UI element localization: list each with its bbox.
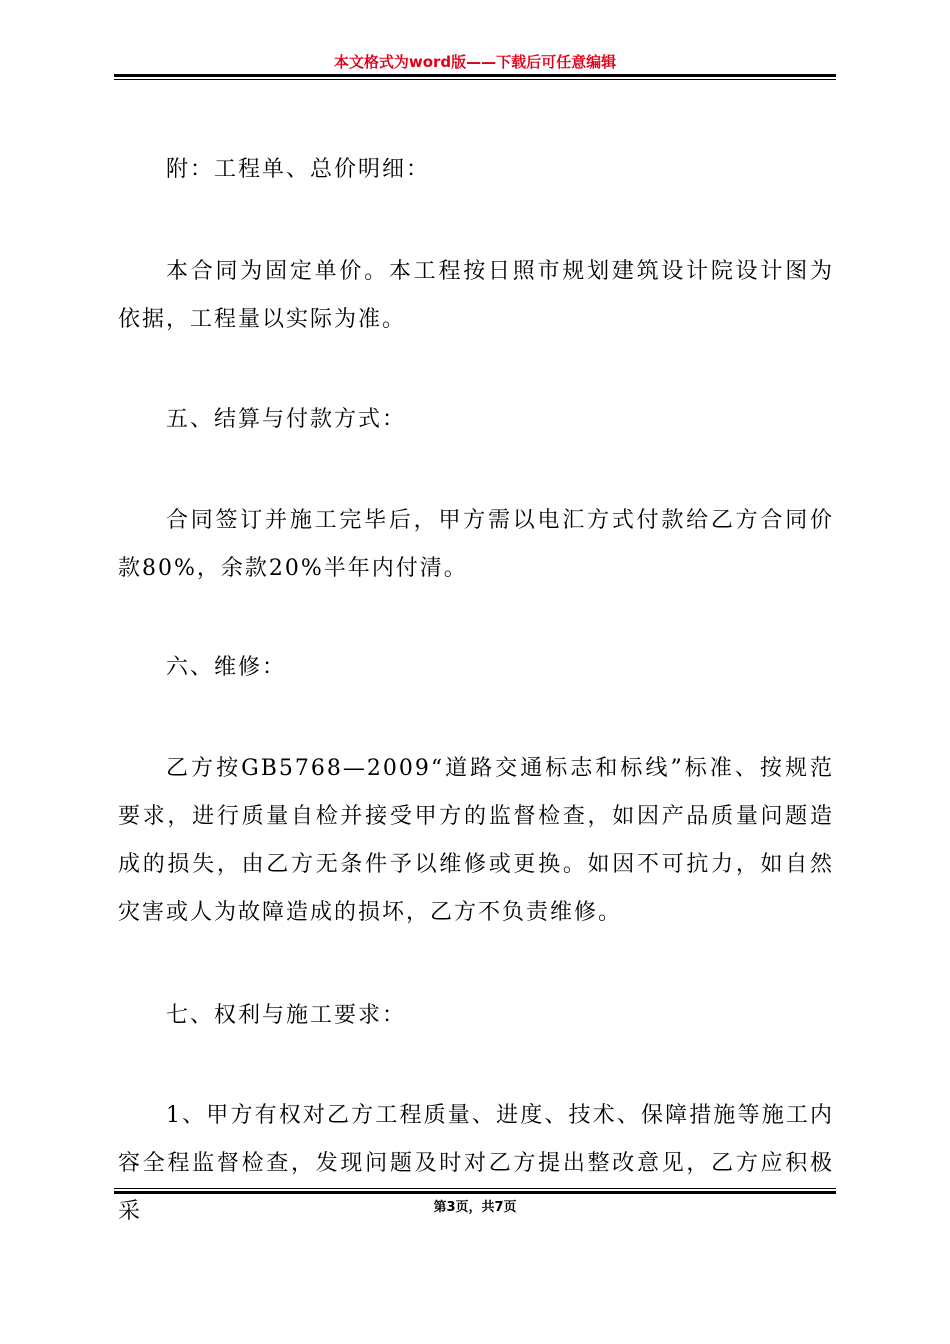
paragraph-rights-item-1: 1、甲方有权对乙方工程质量、进度、技术、保障措施等施工内容全程监督检查，发现问题及时对乙方提出整改意见，乙方应积极采 (118, 1103, 834, 1224)
paragraph-maintenance-terms: 乙方按GB5768—2009“道路交通标志和标线”标准、按规范要求，进行质量自检并接受甲方的监督检查，如因产品质量问题造成的损失，由乙方无条件予以维修或更换。如因不可抗力，如自然灾害或人为故障造成的损坏，乙方不负责维修。 (118, 756, 834, 925)
paragraph-payment-terms: 合同签订并施工完毕后，甲方需以电汇方式付款给乙方合同价款80%，余款20%半年内付清。 (118, 508, 834, 581)
header-rule-thin (114, 79, 836, 80)
header-rule-thick (114, 74, 836, 77)
paragraph-section-six-heading: 六、维修： (166, 655, 287, 680)
paragraph-section-seven-heading: 七、权利与施工要求： (166, 1003, 407, 1028)
page-header-banner: 本文格式为word版——下载后可任意编辑 (333, 53, 617, 71)
footer-rule-thick (114, 1191, 836, 1194)
paragraph-attachment-heading: 附：工程单、总价明细： (166, 157, 431, 182)
footer-rule-thin (114, 1188, 836, 1189)
page-number-footer: 第3页，共7页 (433, 1200, 517, 1215)
paragraph-unit-price: 本合同为固定单价。本工程按日照市规划建筑设计院设计图为依据，工程量以实际为准。 (118, 259, 834, 332)
paragraph-section-five-heading: 五、结算与付款方式： (166, 407, 407, 432)
